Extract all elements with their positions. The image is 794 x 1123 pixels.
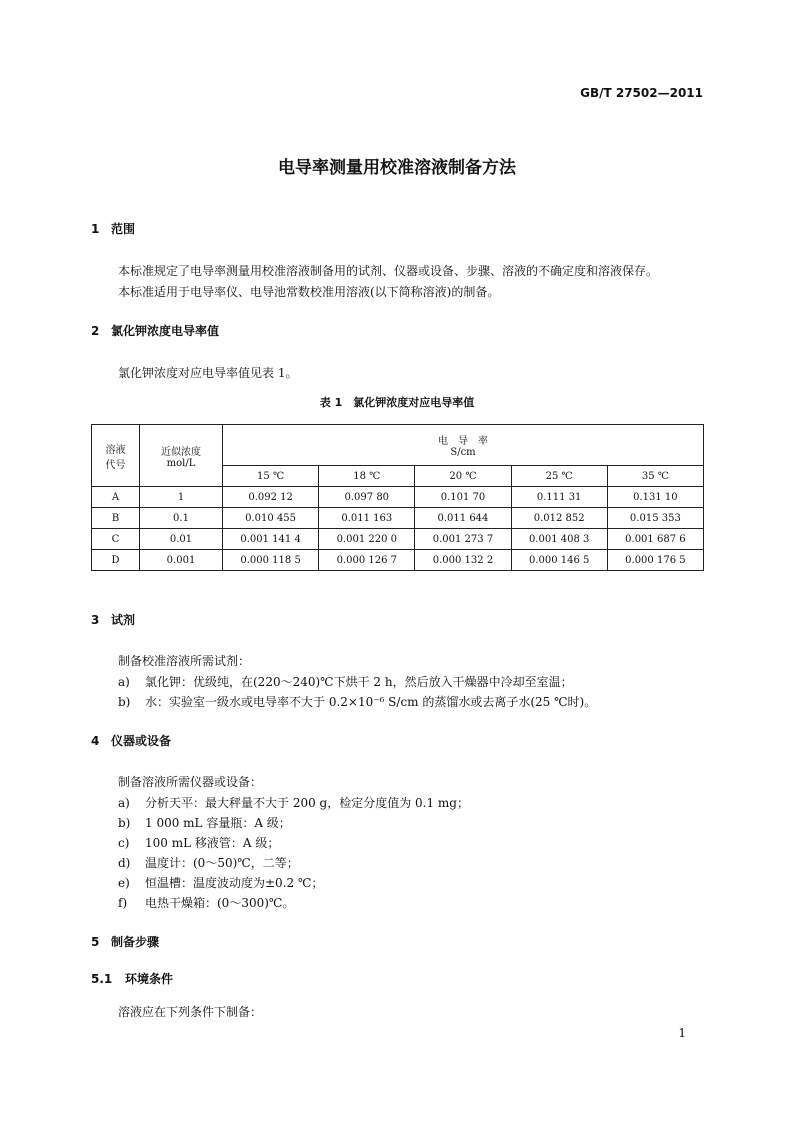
paragraph: 制备溶液所需仪器或设备： [118, 775, 263, 789]
section-2-heading [91, 322, 219, 339]
header-concentration: 近似浓度 mol/L [140, 425, 223, 487]
section-3-heading [91, 611, 135, 628]
table-cell: D [92, 550, 140, 571]
paragraph: 本标准适用于电导率仪、电导池常数校准用溶液(以下简称溶液)的制备。 [118, 285, 500, 299]
list-text: 水：实验室一级水或电导率不大于 0.2×10⁻⁶ S/cm 的蒸馏水或去离子水(25 ℃时)。 [145, 695, 597, 709]
list-marker: c) [118, 836, 130, 850]
table-cell: 0.001 [140, 550, 223, 571]
page-number: 1 [678, 1026, 686, 1040]
table-cell: 0.012 852 [511, 508, 607, 529]
table-cell: 0.011 644 [415, 508, 511, 529]
section-title: 范围 [111, 222, 136, 236]
table-cell: A [92, 487, 140, 508]
table-cell: 0.001 220 0 [319, 529, 415, 550]
header-solution-code: 溶液 代号 [92, 425, 140, 487]
table-cell: 0.015 353 [607, 508, 703, 529]
list-text: 温度计：(0～50)℃，二等； [145, 856, 299, 870]
list-item [118, 794, 469, 811]
table-cell: 0.000 126 7 [319, 550, 415, 571]
list-text: 分析天平：最大秤量不大于 200 g，检定分度值为 0.1 mg； [145, 796, 469, 810]
section-1-heading [91, 220, 135, 237]
section-number: 5 [91, 935, 100, 949]
list-text: 恒温槽：温度波动度为±0.2 ℃； [145, 876, 324, 890]
conductivity-table [91, 424, 704, 571]
header-conductivity: 电 导 率 S/cm [223, 425, 704, 466]
list-marker: b) [118, 695, 131, 709]
table-row [92, 550, 704, 571]
list-item [118, 693, 596, 710]
table-cell: 0.001 687 6 [607, 529, 703, 550]
table-cell: B [92, 508, 140, 529]
header-temp: 18 ℃ [319, 466, 415, 487]
section-5-1-heading [91, 970, 173, 987]
header-temp: 20 ℃ [415, 466, 511, 487]
list-text: 100 mL 移液管：A 级； [145, 836, 280, 850]
section-5-heading [91, 933, 159, 950]
header-temp: 25 ℃ [511, 466, 607, 487]
paragraph: 制备校准溶液所需试剂： [118, 654, 251, 668]
list-text: 1 000 mL 容量瓶：A 级； [145, 816, 291, 830]
section-number: 4 [91, 734, 100, 748]
standard-number: GB/T 27502—2011 [580, 86, 703, 100]
table-caption: 表 1 氯化钾浓度对应电导率值 [319, 396, 475, 409]
table-cell: 0.000 118 5 [223, 550, 319, 571]
table-row [92, 487, 704, 508]
table-cell: 0.131 10 [607, 487, 703, 508]
list-marker: f) [118, 896, 128, 910]
section-title: 制备步骤 [111, 935, 160, 949]
header-temp: 15 ℃ [223, 466, 319, 487]
table-cell: 0.000 146 5 [511, 550, 607, 571]
section-title: 环境条件 [125, 972, 174, 986]
table-cell: 0.000 132 2 [415, 550, 511, 571]
list-marker: e) [118, 876, 130, 890]
table-row [92, 508, 704, 529]
section-number: 5.1 [91, 972, 113, 986]
list-text: 氯化钾：优级纯，在(220～240)℃下烘干 2 h，然后放入干燥器中冷却至室温； [145, 675, 573, 689]
list-marker: a) [118, 675, 130, 689]
section-4-heading [91, 732, 171, 749]
list-text: 电热干燥箱：(0～300)℃。 [145, 896, 295, 910]
paragraph: 溶液应在下列条件下制备： [118, 1005, 263, 1019]
table-cell: 0.010 455 [223, 508, 319, 529]
table-cell: 0.111 31 [511, 487, 607, 508]
table-cell: C [92, 529, 140, 550]
list-marker: b) [118, 816, 131, 830]
table-cell: 0.011 163 [319, 508, 415, 529]
list-item [118, 814, 291, 831]
section-number: 2 [91, 324, 100, 338]
section-title: 氯化钾浓度电导率值 [111, 324, 220, 338]
table-cell: 0.092 12 [223, 487, 319, 508]
table-row [92, 529, 704, 550]
list-item [118, 834, 279, 851]
section-number: 3 [91, 613, 100, 627]
table-cell: 0.001 141 4 [223, 529, 319, 550]
list-item [118, 673, 573, 690]
table-cell: 0.001 273 7 [415, 529, 511, 550]
section-title: 仪器或设备 [111, 734, 172, 748]
table-cell: 0.01 [140, 529, 223, 550]
table-cell: 0.101 70 [415, 487, 511, 508]
list-marker: d) [118, 856, 131, 870]
list-marker: a) [118, 796, 130, 810]
table-cell: 0.001 408 3 [511, 529, 607, 550]
list-item [118, 874, 323, 891]
table-cell: 0.1 [140, 508, 223, 529]
table-cell: 0.000 176 5 [607, 550, 703, 571]
section-title: 试剂 [111, 613, 136, 627]
list-item [118, 894, 294, 911]
document-title: 电导率测量用校准溶液制备方法 [278, 158, 516, 178]
section-number: 1 [91, 222, 100, 236]
paragraph: 本标准规定了电导率测量用校准溶液制备用的试剂、仪器或设备、步骤、溶液的不确定度和溶液保存。 [118, 264, 659, 278]
header-temp: 35 ℃ [607, 466, 703, 487]
paragraph: 氯化钾浓度对应电导率值见表 1。 [118, 366, 298, 380]
table-cell: 0.097 80 [319, 487, 415, 508]
table-cell: 1 [140, 487, 223, 508]
list-item [118, 854, 299, 871]
